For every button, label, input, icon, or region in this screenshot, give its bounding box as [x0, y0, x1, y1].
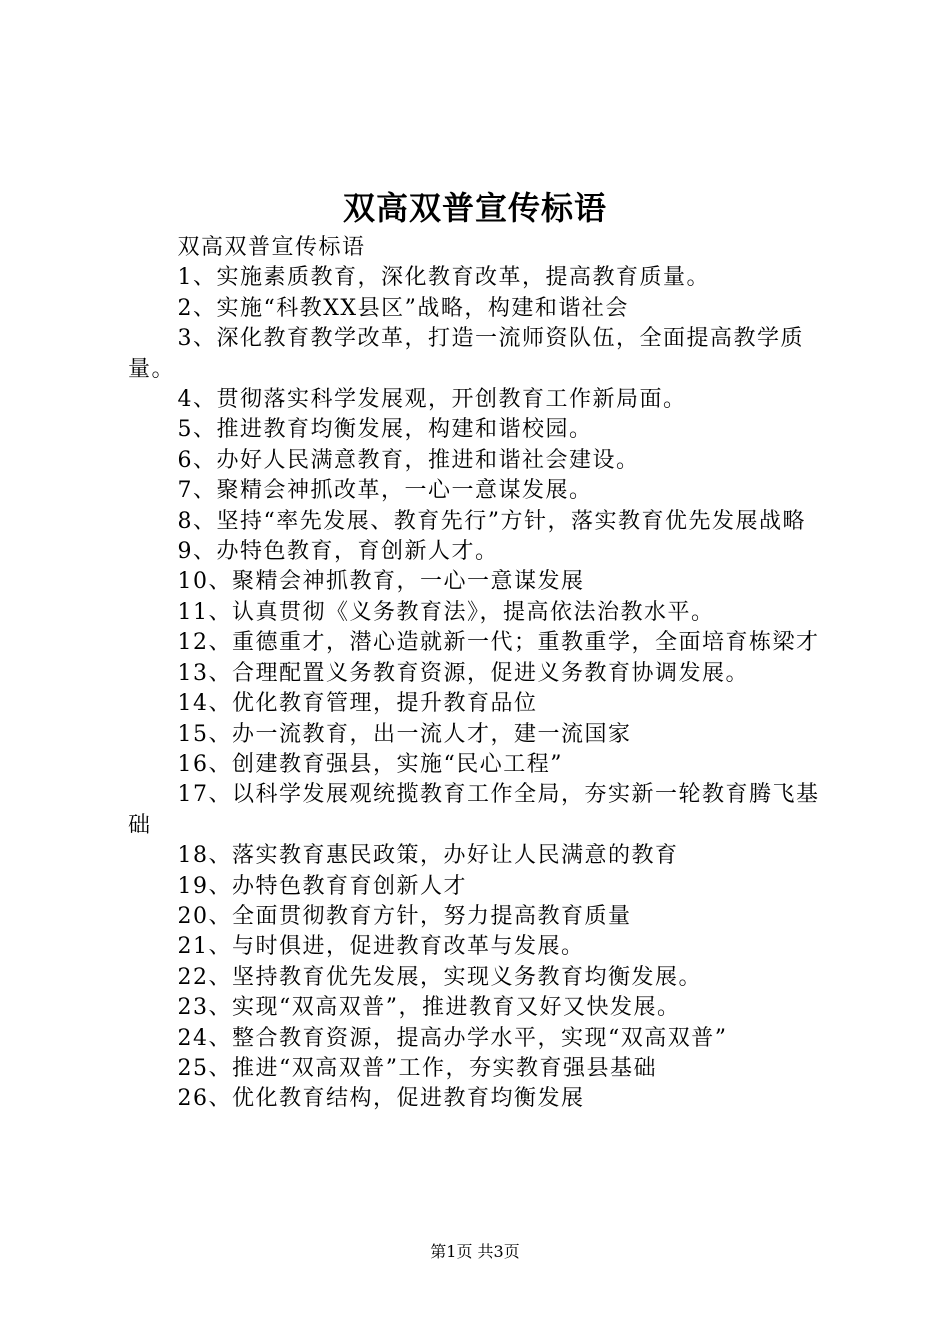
paragraph: 24、整合教育资源，提高办学水平，实现“双高双普” [177, 1025, 728, 1051]
paragraph: 15、办一流教育，出一流人才，建一流国家 [177, 721, 632, 747]
paragraph: 21、与时俱进，促进教育改革与发展。 [177, 934, 585, 960]
paragraph: 12、重德重才，潜心造就新一代；重教重学，全面培育栋梁才 [177, 630, 820, 656]
paragraph: 6、办好人民满意教育，推进和谐社会建设。 [177, 447, 640, 473]
document-title: 双高双普宣传标语 [342, 189, 607, 227]
paragraph: 5、推进教育均衡发展，构建和谐校园。 [177, 417, 593, 443]
paragraph: 25、推进“双高双普”工作，夯实教育强县基础 [177, 1055, 657, 1081]
paragraph: 9、办特色教育，育创新人才。 [177, 539, 499, 565]
paragraph: 18、落实教育惠民政策，办好让人民满意的教育 [177, 843, 679, 869]
paragraph: 11、认真贯彻《义务教育法》，提高依法治教水平。 [177, 599, 715, 625]
document-body [128, 233, 834, 1115]
paragraph: 2、实施“科教XX县区”战略，构建和谐社会 [177, 295, 629, 321]
paragraph: 13、合理配置义务教育资源，促进义务教育协调发展。 [177, 660, 749, 686]
paragraph: 14、优化教育管理，提升教育品位 [177, 691, 538, 717]
paragraph: 26、优化教育结构，促进教育均衡发展 [177, 1086, 585, 1112]
paragraph: 双高双普宣传标语 [177, 235, 366, 260]
paragraph: 4、贯彻落实科学发展观，开创教育工作新局面。 [177, 387, 687, 413]
paragraph: 3、深化教育教学改革，打造一流师资队伍，全面提高教学质量。 [128, 326, 804, 382]
paragraph: 7、聚精会神抓改革，一心一意谋发展。 [177, 478, 593, 504]
paragraph: 16、创建教育强县，实施“民心工程” [177, 751, 563, 777]
page-footer: 第1页 共3页 [430, 1242, 520, 1261]
paragraph: 8、坚持“率先发展、教育先行”方针，落实教育优先发展战略 [177, 508, 806, 534]
paragraph: 20、全面贯彻教育方针，努力提高教育质量 [177, 903, 632, 929]
paragraph: 17、以科学发展观统揽教育工作全局，夯实新一轮教育腾飞基础 [128, 782, 820, 838]
paragraph: 23、实现“双高双普”，推进教育又好又快发展。 [177, 995, 681, 1021]
paragraph: 10、聚精会神抓教育，一心一意谋发展 [177, 569, 585, 595]
paragraph: 22、坚持教育优先发展，实现义务教育均衡发展。 [177, 964, 702, 990]
paragraph: 1、实施素质教育，深化教育改革，提高教育质量。 [177, 265, 710, 291]
paragraph: 19、办特色教育育创新人才 [177, 873, 467, 899]
